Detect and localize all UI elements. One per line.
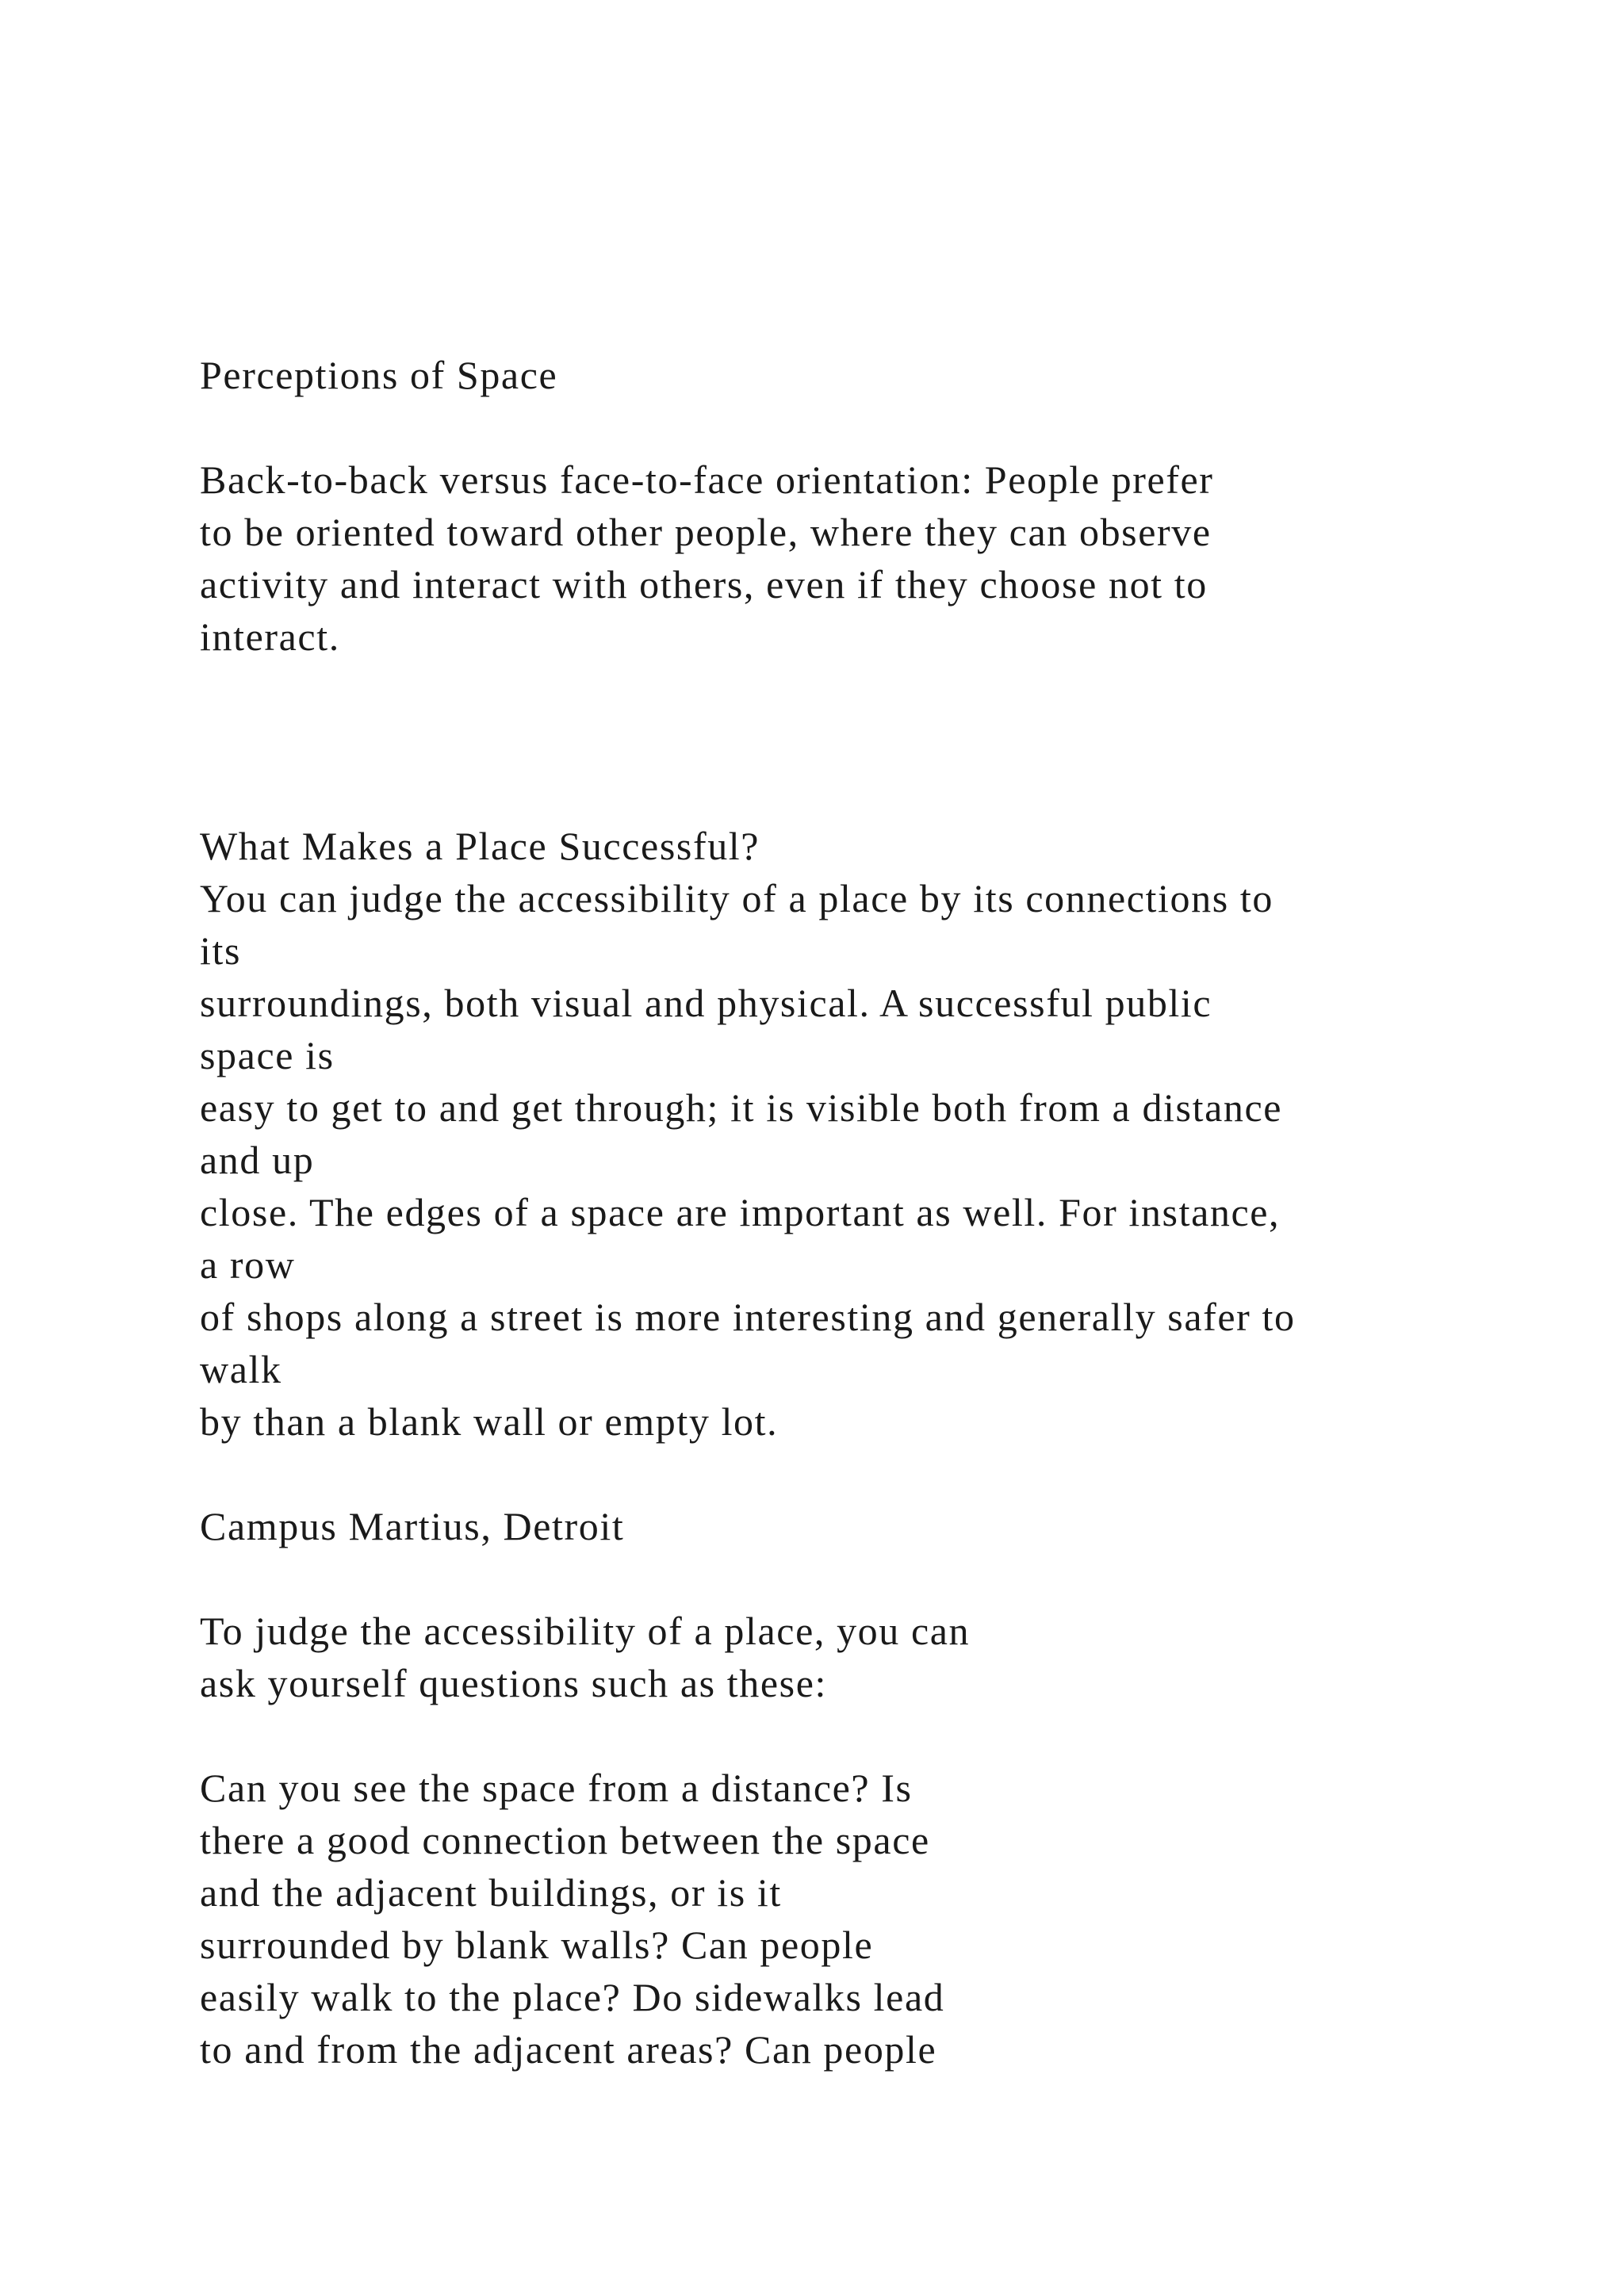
paragraph-line: walk <box>200 1347 282 1391</box>
paragraph-line: to be oriented toward other people, where they can observe <box>200 510 1212 554</box>
paragraph-line: of shops along a street is more interesting and generally safer to <box>200 1295 1296 1339</box>
paragraph-line: interact. <box>200 614 340 659</box>
page-heading: Perceptions of Space <box>200 353 558 397</box>
paragraph-line: and up <box>200 1138 315 1182</box>
spacer <box>200 767 1595 820</box>
paragraph-line: and the adjacent buildings, or is it <box>200 1870 782 1915</box>
paragraph-line: there a good connection between the space <box>200 1818 930 1862</box>
spacer <box>200 1709 1595 1762</box>
document-body <box>200 349 1595 2076</box>
paragraph-line: easily walk to the place? Do sidewalks lead <box>200 1975 945 2019</box>
section-title: What Makes a Place Successful? <box>200 824 760 868</box>
paragraph-line: surrounded by blank walls? Can people <box>200 1923 874 1967</box>
spacer <box>200 1552 1595 1605</box>
paragraph-line: Back-to-back versus face-to-face orientation: People prefer <box>200 457 1214 502</box>
paragraph-line: by than a blank wall or empty lot. <box>200 1399 779 1444</box>
paragraph-line: To judge the accessibility of a place, you can <box>200 1609 971 1653</box>
spacer <box>200 1448 1595 1500</box>
paragraph-line: to and from the adjacent areas? Can people <box>200 2027 937 2072</box>
paragraph-line: its <box>200 928 242 973</box>
paragraph-line: a row <box>200 1242 296 1287</box>
paragraph-line: space is <box>200 1033 335 1077</box>
paragraph-line: surroundings, both visual and physical. A successful public <box>200 981 1212 1025</box>
spacer <box>200 715 1595 767</box>
paragraph-line: easy to get to and get through; it is visible both from a distance <box>200 1085 1283 1130</box>
paragraph-line: You can judge the accessibility of a place by its connections to <box>200 876 1274 920</box>
caption: Campus Martius, Detroit <box>200 1504 625 1548</box>
spacer <box>200 663 1595 715</box>
paragraph-line: Can you see the space from a distance? Is <box>200 1766 913 1810</box>
spacer <box>200 401 1595 453</box>
paragraph-line: ask yourself questions such as these: <box>200 1661 828 1705</box>
paragraph-line: activity and interact with others, even if they choose not to <box>200 562 1208 607</box>
paragraph-line: close. The edges of a space are important as well. For instance, <box>200 1190 1281 1234</box>
